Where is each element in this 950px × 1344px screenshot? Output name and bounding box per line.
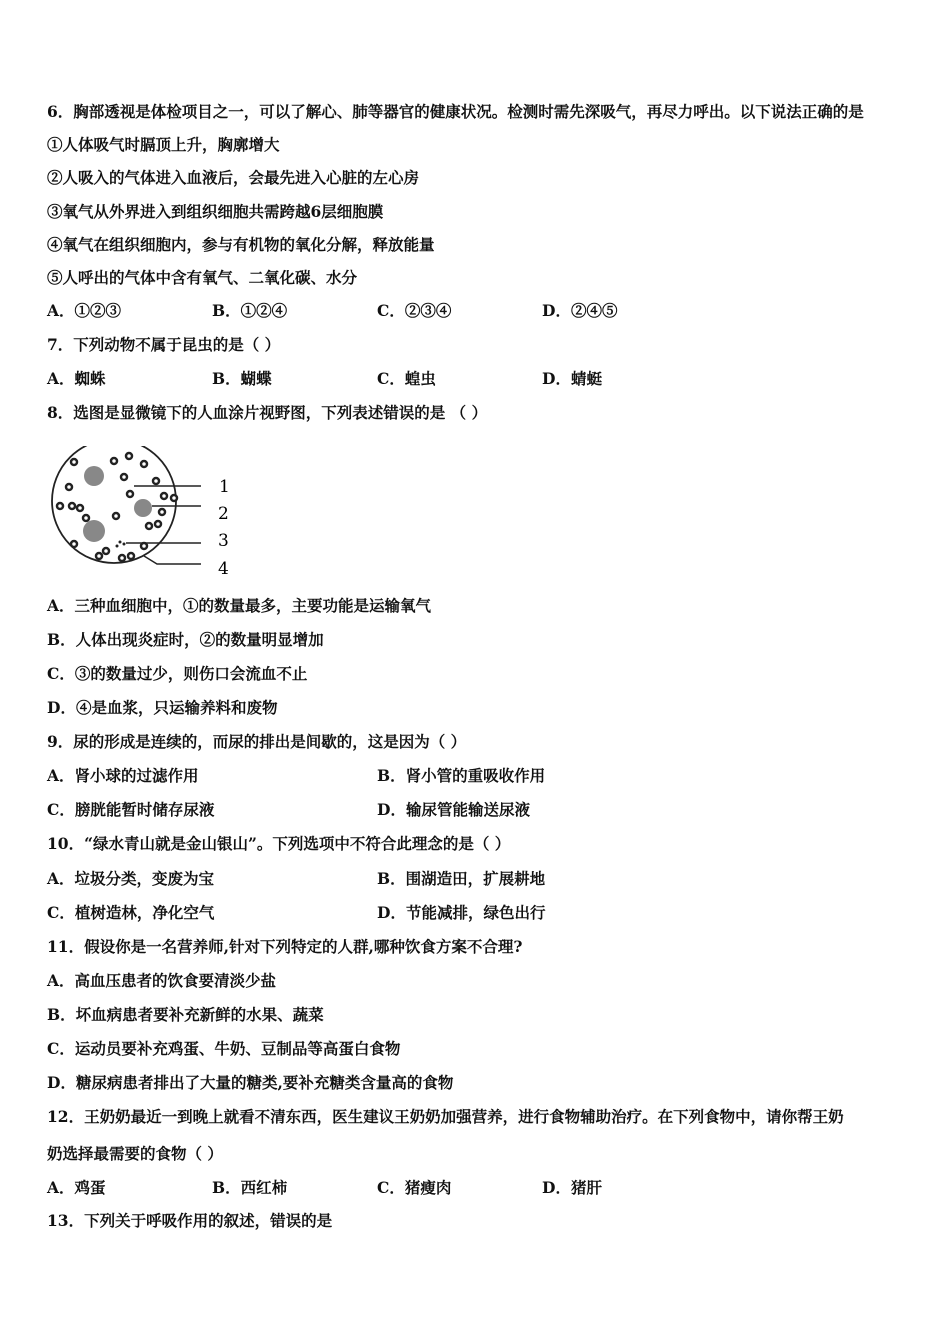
- figure-label-1: 1: [219, 477, 230, 497]
- q8-stem: 8．选图是显微镜下的人血涂片视野图，下列表述错误的是 （ ）: [47, 403, 488, 422]
- q7-option-b: B．蝴蝶: [212, 369, 272, 388]
- q6-stem: 6．胸部透视是体检项目之一，可以了解心、肺等器官的健康状况。检测时需先深吸气，再尽力呼出。以下说法正确的是: [47, 102, 864, 121]
- white-blood-cells: [83, 466, 152, 542]
- q7-stem: 7．下列动物不属于昆虫的是（ ）: [47, 335, 281, 354]
- q6-statement: ③氧气从外界进入到组织细胞共需跨越6层细胞膜: [47, 202, 384, 221]
- q8-option-b: B．人体出现炎症时，②的数量明显增加: [47, 630, 324, 649]
- q10-option-d: D．节能减排，绿色出行: [377, 903, 546, 922]
- q6-statement: ②人吸入的气体进入血液后，会最先进入心脏的左心房: [47, 168, 420, 187]
- q8-option-c: C．③的数量过少，则伤口会流血不止: [47, 664, 308, 683]
- q8-option-d: D．④是血浆，只运输养料和废物: [47, 698, 278, 717]
- q13-stem: 13．下列关于呼吸作用的叙述，错误的是: [47, 1211, 333, 1230]
- q6-option-d: D．②④⑤: [542, 301, 618, 320]
- q9-option-b: B．肾小管的重吸收作用: [377, 766, 546, 785]
- q12-option-b: B．西红柿: [212, 1178, 288, 1197]
- q12-option-c: C．猪瘦肉: [377, 1178, 452, 1197]
- q9-option-c: C．膀胱能暂时储存尿液: [47, 800, 215, 819]
- q9-stem: 9．尿的形成是连续的，而尿的排出是间歇的，这是因为（ ）: [47, 732, 467, 751]
- q10-option-b: B．围湖造田，扩展耕地: [377, 869, 546, 888]
- q11-option-d: D．糖尿病患者排出了大量的糖类,要补充糖类含量高的食物: [47, 1073, 454, 1092]
- q10-stem: 10．“绿水青山就是金山银山”。下列选项中不符合此理念的是（ ）: [47, 834, 511, 853]
- q6-option-b: B．①②④: [212, 301, 288, 320]
- q6-statement: ⑤人呼出的气体中含有氧气、二氧化碳、水分: [47, 268, 358, 287]
- q12-stem-line1: 12．王奶奶最近一到晚上就看不清东西，医生建议王奶奶加强营养，进行食物辅助治疗。在下列食物中，请你帮王奶: [47, 1107, 844, 1126]
- q7-option-d: D．蜻蜓: [542, 369, 602, 388]
- q11-option-c: C．运动员要补充鸡蛋、牛奶、豆制品等高蛋白食物: [47, 1039, 401, 1058]
- q7-option-a: A．蜘蛛: [47, 369, 106, 388]
- figure-label-4: 4: [218, 559, 229, 579]
- q12-option-a: A．鸡蛋: [47, 1178, 106, 1197]
- q10-option-c: C．植树造林，净化空气: [47, 903, 215, 922]
- q11-stem: 11．假设你是一名营养师,针对下列特定的人群,哪种饮食方案不合理?: [47, 937, 523, 956]
- q11-option-b: B．坏血病患者要补充新鲜的水果、蔬菜: [47, 1005, 324, 1024]
- figure-label-3: 3: [218, 531, 229, 551]
- q8-option-a: A．三种血细胞中，①的数量最多，主要功能是运输氧气: [47, 596, 432, 615]
- q12-stem-line2: 奶选择最需要的食物（ ）: [47, 1144, 223, 1163]
- q6-statement: ④氧气在组织细胞内，参与有机物的氧化分解，释放能量: [47, 235, 435, 254]
- blood-smear-figure: [44, 446, 244, 586]
- q12-option-d: D．猪肝: [542, 1178, 602, 1197]
- q11-option-a: A．高血压患者的饮食要清淡少盐: [47, 971, 277, 990]
- figure-label-2: 2: [218, 504, 229, 524]
- q9-option-a: A．肾小球的过滤作用: [47, 766, 199, 785]
- q6-option-a: A．①②③: [47, 301, 122, 320]
- platelets: [116, 541, 126, 548]
- q7-option-c: C．蝗虫: [377, 369, 436, 388]
- q9-option-d: D．输尿管能输送尿液: [377, 800, 530, 819]
- q10-option-a: A．垃圾分类，变废为宝: [47, 869, 215, 888]
- q6-option-c: C．②③④: [377, 301, 452, 320]
- q6-statement: ①人体吸气时膈顶上升，胸廓增大: [47, 135, 280, 154]
